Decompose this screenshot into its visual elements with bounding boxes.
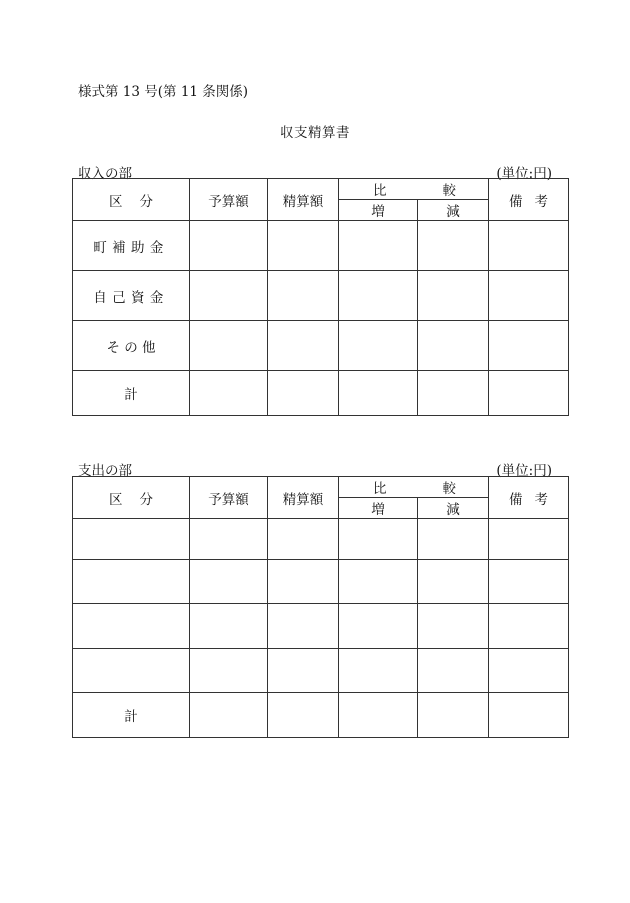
cell (489, 271, 569, 321)
table-row (73, 371, 569, 416)
table-row (73, 693, 569, 738)
table-row (73, 221, 569, 271)
cell (190, 271, 268, 321)
table-row (73, 519, 569, 560)
cell (339, 221, 418, 271)
cell (190, 604, 268, 649)
cell (339, 560, 418, 604)
cell (339, 519, 418, 560)
cell (489, 321, 569, 371)
header-budget: 予算額 (190, 477, 268, 519)
cell (73, 604, 190, 649)
expense-unit-label: (単位:円) (496, 463, 552, 479)
table-row (73, 560, 569, 604)
header-category: 区 分 (73, 179, 190, 221)
header-decrease: 減 (418, 498, 489, 519)
cell (418, 693, 489, 738)
cell (190, 221, 268, 271)
cell (73, 560, 190, 604)
header-settlement: 精算額 (268, 179, 339, 221)
header-decrease: 減 (418, 200, 489, 221)
header-category: 区 分 (73, 477, 190, 519)
income-section-label: 収入の部 (78, 166, 132, 182)
cell (339, 271, 418, 321)
cell (268, 271, 339, 321)
cell (73, 649, 190, 693)
header-budget: 予算額 (190, 179, 268, 221)
cell (418, 371, 489, 416)
income-table (72, 178, 569, 416)
cell (268, 321, 339, 371)
cell (190, 693, 268, 738)
cell (190, 519, 268, 560)
cell (339, 604, 418, 649)
form-number: 様式第 13 号(第 11 条関係) (78, 84, 249, 100)
cell (268, 649, 339, 693)
cell (339, 371, 418, 416)
income-unit-label: (単位:円) (496, 166, 552, 182)
cell (339, 693, 418, 738)
cell (489, 560, 569, 604)
document-title: 収支精算書 (280, 125, 350, 141)
row-label-other: そ の 他 (73, 321, 190, 371)
cell (268, 221, 339, 271)
cell (190, 649, 268, 693)
cell (190, 371, 268, 416)
cell (268, 693, 339, 738)
cell (489, 649, 569, 693)
cell (489, 693, 569, 738)
row-label-total: 計 (73, 371, 190, 416)
cell (489, 604, 569, 649)
cell (268, 519, 339, 560)
cell (418, 271, 489, 321)
expense-section-label: 支出の部 (78, 463, 132, 479)
header-remarks: 備 考 (489, 179, 569, 221)
header-comparison: 比 較 (339, 477, 489, 498)
cell (190, 560, 268, 604)
header-remarks: 備 考 (489, 477, 569, 519)
table-row (73, 649, 569, 693)
cell (418, 560, 489, 604)
cell (418, 221, 489, 271)
cell (489, 519, 569, 560)
table-row (73, 604, 569, 649)
cell (268, 371, 339, 416)
cell (489, 221, 569, 271)
cell (339, 321, 418, 371)
cell (268, 560, 339, 604)
row-label-total: 計 (73, 693, 190, 738)
header-increase: 増 (339, 498, 418, 519)
cell (268, 604, 339, 649)
table-row (73, 271, 569, 321)
header-increase: 増 (339, 200, 418, 221)
cell (73, 519, 190, 560)
cell (418, 519, 489, 560)
cell (418, 649, 489, 693)
cell (339, 649, 418, 693)
cell (418, 321, 489, 371)
table-row (73, 321, 569, 371)
header-comparison: 比 較 (339, 179, 489, 200)
row-label-own-funds: 自己資金 (73, 271, 190, 321)
header-settlement: 精算額 (268, 477, 339, 519)
expense-table (72, 476, 569, 738)
cell (489, 371, 569, 416)
cell (418, 604, 489, 649)
cell (190, 321, 268, 371)
row-label-town-subsidy: 町補助金 (73, 221, 190, 271)
